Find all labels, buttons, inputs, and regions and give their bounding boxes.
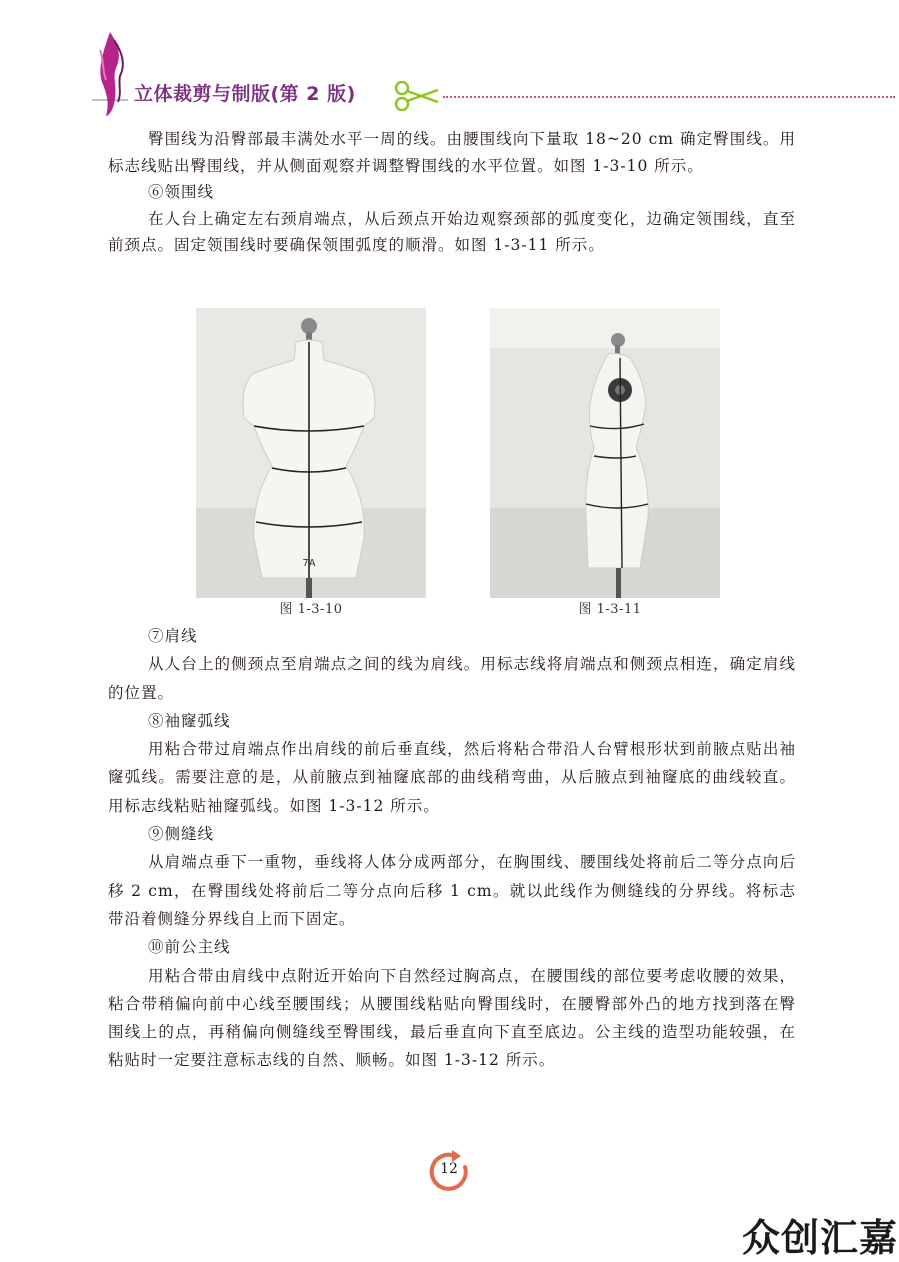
shoulder-line-heading: ⑦肩线 — [148, 627, 198, 645]
mannequin-side-photo — [490, 308, 720, 598]
figure-caption: 图 1-3-10 — [279, 602, 343, 617]
watermark-text: 众创汇嘉 — [742, 1216, 899, 1260]
header-dotted-rule — [443, 96, 895, 98]
princess-line-paragraph: 用粘合带由肩线中点附近开始向下自然经过胸高点，在腰围线的部位要考虑收腰的效果，粘合带稍偏向前中心线至腰围线；从腰围线粘贴向臀围线时，在腰臀部外凸的地方找到落在臀围线上的点，再稍偏向侧缝线至臀围线，最后垂直向下直至底边。公主线的造型功能较强，在粘贴时一定要注意标志线的自然、顺畅。如图 1-3-12 所示。 — [108, 966, 796, 1070]
lower-text-block — [108, 622, 796, 1075]
figure-1-3-10 — [196, 308, 426, 618]
neck-line-paragraph: 在人台上确定左右颈肩端点，从后颈点开始边观察颈部的弧度变化，边确定领围线，直至前颈点。固定领围线时要确保领围弧度的顺滑。如图 1-3-11 所示。 — [108, 209, 796, 255]
side-seam-heading: ⑨侧缝线 — [148, 825, 215, 844]
hip-line-paragraph: 臀围线为沿臀部最丰满处水平一周的线。由腰围线向下量取 18~20 cm 确定臀围线。用标志线贴出臀围线，并从侧面观察并调整臀围线的水平位置。如图 1-3-10 所示。 — [108, 130, 796, 175]
figure-caption: 图 1-3-11 — [578, 602, 642, 617]
princess-line-heading: ⑩前公主线 — [148, 938, 231, 957]
armhole-heading: ⑧袖窿弧线 — [148, 711, 231, 730]
book-title: 立体裁剪与制版(第 2 版) — [134, 83, 356, 105]
scissors-icon — [394, 80, 440, 112]
mannequin-size-label: 7A — [302, 558, 316, 569]
side-seam-paragraph: 从肩端点垂下一重物，垂线将人体分成两部分，在胸围线、腰围线处将前后二等分点向后移 2 cm，在臀围线处将前后二等分点向后移 1 cm。就以此线作为侧缝线的分界线。将标志带沿着侧缝分界线自上而下固定。 — [108, 853, 796, 928]
armhole-paragraph: 用粘合带过肩端点作出肩线的前后垂直线，然后将粘合带沿人台臂根形状到前腋点贴出袖窿弧线。需要注意的是，从前腋点到袖窿底部的曲线稍弯曲，从后腋点到袖窿底的曲线较直。用标志线粘贴袖窿弧线。如图 1-3-12 所示。 — [108, 740, 796, 815]
fashion-figure-logo-icon — [88, 30, 134, 118]
neck-line-heading: ⑥领围线 — [148, 183, 215, 202]
page-header — [0, 0, 899, 125]
upper-text-block — [108, 126, 796, 259]
mannequin-front-photo — [196, 308, 426, 598]
figure-1-3-11 — [490, 308, 720, 618]
page-number-badge — [425, 1147, 473, 1195]
page-number: 12 — [440, 1161, 458, 1177]
shoulder-line-paragraph: 从人台上的侧颈点至肩端点之间的线为肩线。用标志线将肩端点和侧颈点相连，确定肩线的位置。 — [108, 655, 796, 702]
